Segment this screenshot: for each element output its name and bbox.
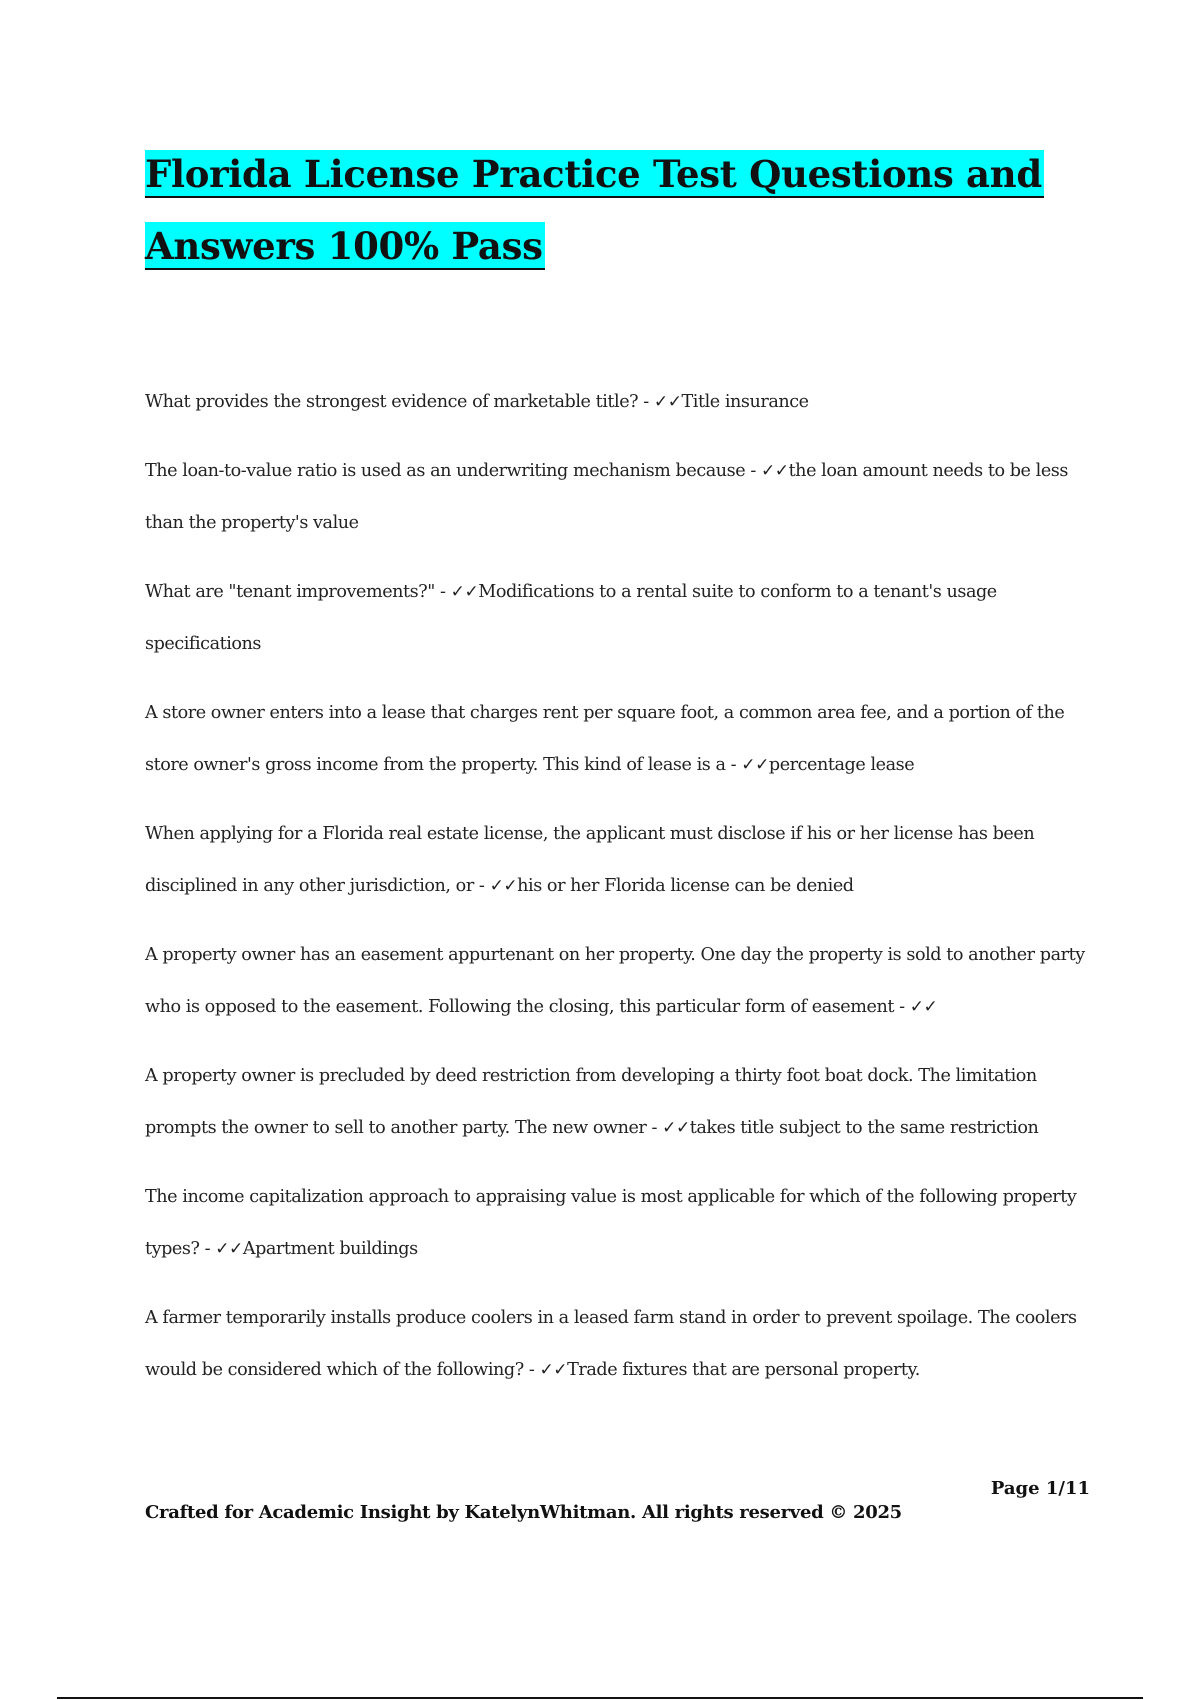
- bottom-rule: [57, 1697, 1143, 1699]
- double-check-icon: ✓✓: [539, 1360, 568, 1380]
- double-check-icon: ✓✓: [760, 461, 789, 481]
- qa-item: [145, 566, 1090, 670]
- question-text: What are "tenant improvements?": [145, 582, 435, 602]
- qa-item: [145, 1050, 1090, 1154]
- separator: -: [523, 1360, 540, 1380]
- double-check-icon: ✓✓: [215, 1239, 243, 1259]
- qa-item: [145, 1292, 1090, 1396]
- separator: -: [725, 755, 742, 775]
- double-check-icon: ✓✓: [653, 392, 682, 412]
- question-text: The income capitalization approach to appraising value is most applicable for which of the following property types?: [145, 1187, 1077, 1259]
- question-text: What provides the strongest evidence of marketable title?: [145, 392, 639, 412]
- question-text: A store owner enters into a lease that charges rent per square foot, a common area fee, and a portion of the store owner's gross income from the property. This kind of lease is a: [145, 703, 1065, 775]
- double-check-icon: ✓✓: [662, 1118, 690, 1138]
- qa-item: [145, 687, 1090, 791]
- answer-text: takes title subject to the same restriction: [689, 1118, 1039, 1138]
- document-title: [145, 138, 1090, 282]
- answer-text: Apartment buildings: [242, 1239, 418, 1259]
- answer-text: the loan amount needs to be less than the property's value: [145, 461, 1068, 533]
- page-footer: [145, 1470, 1090, 1550]
- separator: -: [638, 392, 654, 412]
- qa-list: [145, 376, 1090, 1396]
- footer-credit: Crafted for Academic Insight by KatelynWhitman. All rights reserved © 2025: [145, 1502, 902, 1523]
- question-text: When applying for a Florida real estate license, the applicant must disclose if his or her license has been disciplined in any other jurisdiction, or: [145, 824, 1035, 896]
- double-check-icon: ✓✓: [741, 755, 769, 775]
- document-page: [145, 138, 1090, 1413]
- separator: -: [745, 461, 761, 481]
- separator: -: [473, 876, 490, 896]
- separator: -: [434, 582, 451, 602]
- question-text: A farmer temporarily installs produce coolers in a leased farm stand in order to prevent spoilage. The coolers would be considered which of the following?: [145, 1308, 1077, 1380]
- answer-text: Trade fixtures that are personal property.: [567, 1360, 920, 1380]
- qa-item: [145, 376, 1090, 428]
- answer-text: Modifications to a rental suite to conform to a tenant's usage specifications: [145, 582, 997, 654]
- separator: -: [893, 997, 910, 1017]
- double-check-icon: ✓✓: [450, 582, 479, 602]
- question-text: A property owner is precluded by deed restriction from developing a thirty foot boat dock. The limitation prompts the owner to sell to another party. The new owner: [145, 1066, 1037, 1138]
- double-check-icon: ✓✓: [909, 997, 938, 1017]
- qa-item: [145, 445, 1090, 549]
- qa-item: [145, 929, 1090, 1033]
- question-text: The loan-to-value ratio is used as an underwriting mechanism because: [145, 461, 746, 481]
- answer-text: his or her Florida license can be denied: [517, 876, 854, 896]
- answer-text: Title insurance: [681, 392, 809, 412]
- title-line-1: Florida License Practice Test Questions and: [145, 152, 1042, 196]
- title-line-2: Answers 100% Pass: [145, 224, 543, 268]
- question-text: A property owner has an easement appurtenant on her property. One day the property is sold to another party who is opposed to the easement. Following the closing, this particular form of easement: [145, 945, 1085, 1017]
- double-check-icon: ✓✓: [489, 876, 518, 896]
- page-number: Page 1/11: [990, 1478, 1090, 1499]
- answer-text: percentage lease: [768, 755, 915, 775]
- separator: -: [646, 1118, 663, 1138]
- qa-item: [145, 808, 1090, 912]
- qa-item: [145, 1171, 1090, 1275]
- separator: -: [199, 1239, 216, 1259]
